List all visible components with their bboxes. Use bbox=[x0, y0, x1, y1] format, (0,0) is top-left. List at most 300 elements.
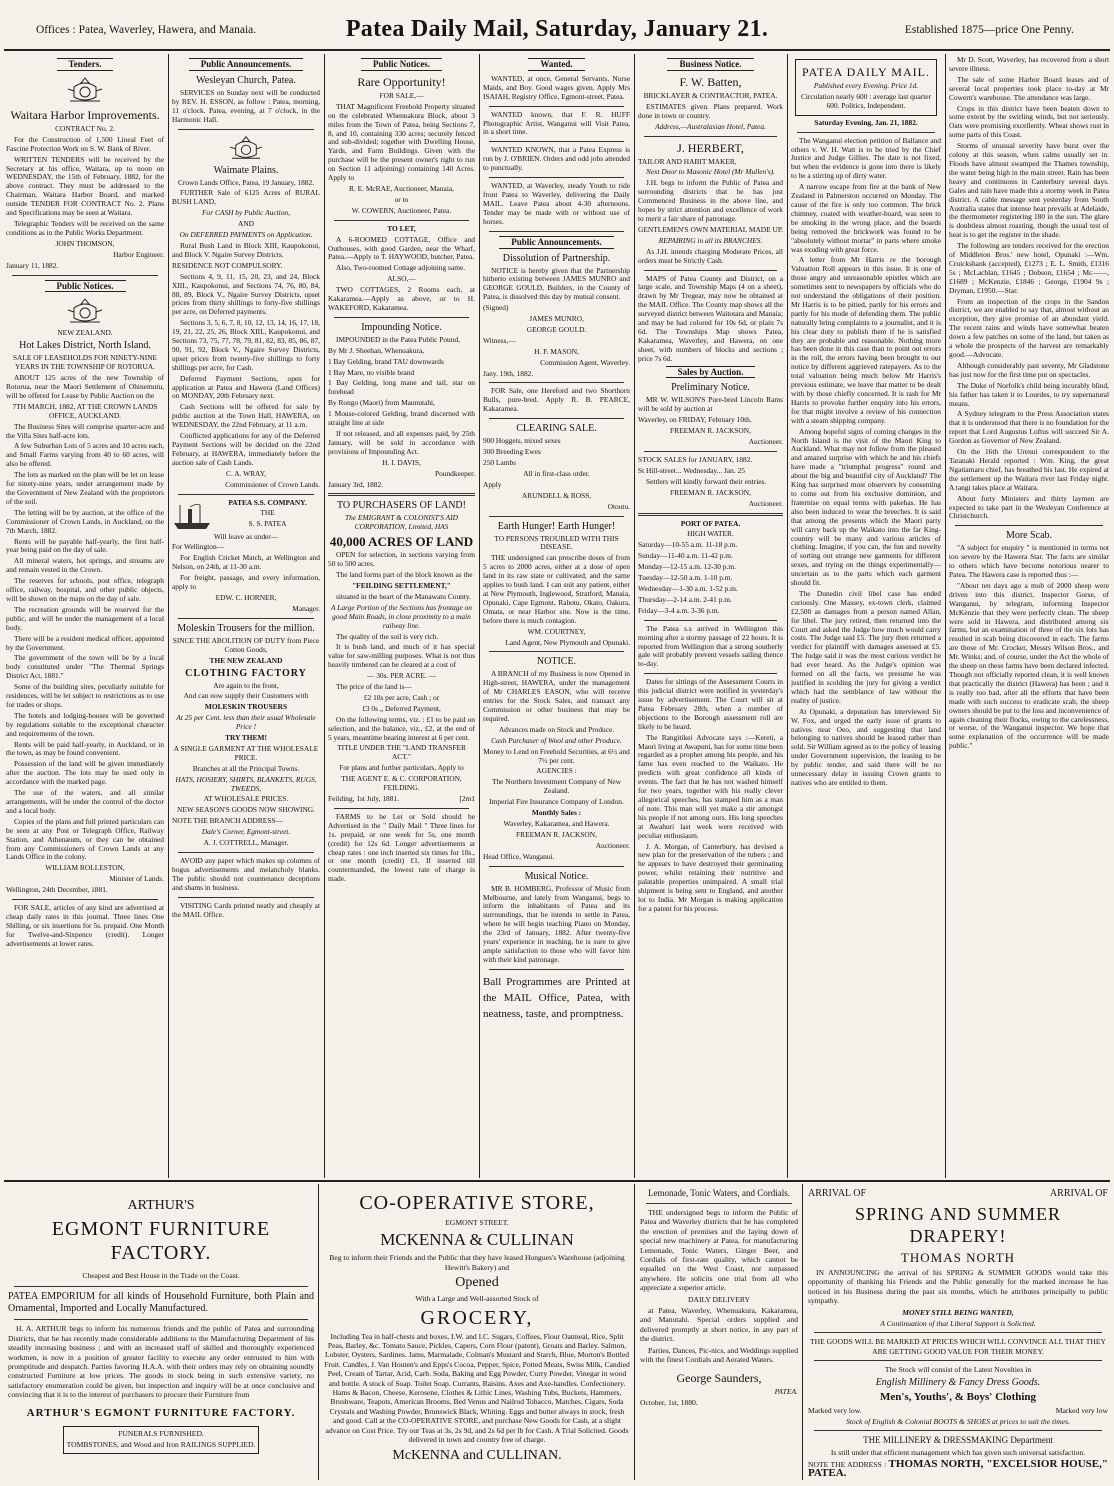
text-block: The Business Sites will comprise quarter-acre and the Villa Sites half-acre lots. bbox=[6, 421, 164, 440]
divider bbox=[334, 808, 469, 809]
heading: Opened bbox=[455, 1275, 499, 1291]
text-block: THE MILLINERY & DRESSMAKING Department bbox=[863, 1435, 1053, 1446]
text-block: For Wellington— bbox=[172, 542, 225, 552]
text-block: A letter from Mr Harris re the borough Valuation Roll appears in this issue. It is one of those angry and unreasonable epistles which are sometimes sent to newspapers by officials who do not understand the obligations of their position. Mr Harris is to be pitied, partly for his errors and partly for his mode of defending them. The public naturally bring complaints to a journalist, and it is his clear duty to publish them if he is satisfied they are probable and reasonable. Nothing more has been done in this case than to point out errors in the roll, the errors having been brought to our notice by different aggrieved ratepayers. As to the total valuation being much below Mr Harris's previous estimate, we leave that matter to be dealt with by those chiefly concerned. It is rash for Mr Harris to provoke further enquiry into his errors, for that might involve a review of his connection with a steam shipping company. bbox=[791, 255, 941, 425]
text-block: THOMAS NORTH, "EXCELSIOR HOUSE," PATEA. bbox=[808, 1457, 1108, 1480]
heading: PORT OF PATEA. bbox=[680, 518, 741, 528]
text-block: — 30s. PER ACRE. — bbox=[367, 671, 436, 681]
divider bbox=[14, 1286, 308, 1287]
text-block: The use of the waters, and all similar arrangements, will be under the control of the doctor and a local body. bbox=[6, 788, 164, 815]
signature-role: Commissioner of Crown Lands. bbox=[225, 479, 320, 489]
text-block: FOR Sale, one Hereford and two Shorthorn Bulls, pure-bred. Apply R. B. PEARCE, Kakaramea. bbox=[483, 386, 630, 414]
heading: MCKENNA & CULLINAN bbox=[380, 1230, 574, 1250]
divider bbox=[12, 275, 158, 276]
heading: Dissolution of Partnership. bbox=[502, 252, 611, 264]
text-block: For the Construction of 1,500 Lineal Feet of Fascine Protection Work on S. W. Bank of River. bbox=[6, 134, 164, 153]
text-block: All mineral waters, hot springs, and streams are and remain vested in the Crown. bbox=[6, 556, 164, 575]
text-block: IN ANNOUNCING the arrival of his SPRING & SUMMER GOODS would take this opportunity of thanking his Friends and the Public generally for the marked increase he has noticed in his Business during the past six months, which he attributes principally to public sympathy. bbox=[808, 1268, 1108, 1306]
text-block: AVOID any paper which makes up columns of bogus advertisements and melancholy blanks. The public should not countenance deceptions and shams in business. bbox=[172, 856, 320, 892]
text-block: PATEA EMPORIUM for all kinds of Household Furniture, both Plain and Ornamental, Imported and Locally Manufactured. bbox=[8, 1291, 314, 1315]
divider bbox=[489, 231, 624, 232]
heading: F. W. Batten, bbox=[679, 74, 742, 89]
text-block: Will leave as under— bbox=[213, 531, 279, 541]
heading: Musical Notice. bbox=[524, 870, 589, 882]
divider bbox=[489, 106, 624, 107]
signature-name: H. I. DAVIS, bbox=[382, 457, 421, 467]
divider bbox=[955, 525, 1103, 526]
divider bbox=[489, 382, 624, 383]
text-block: TO PERSONS TROUBLED WITH THIS DISEASE. bbox=[494, 533, 619, 552]
text-block: BRICKLAYER & CONTRACTOR, PATEA. bbox=[643, 90, 778, 100]
text-block: THE AGENT E. & C. CORPORATION, FEILDING. bbox=[341, 774, 462, 793]
text-block: A Continuation of that Liberal Support is Solicited. bbox=[880, 1319, 1036, 1329]
text-block: The recreation grounds will be reserved for the public, and will be under the management of a local body. bbox=[6, 604, 164, 632]
heading: SPRING AND SUMMER DRAPERY! bbox=[854, 1204, 1062, 1246]
text-block: (Signed) bbox=[483, 303, 509, 313]
text-block: Branches at all the Principal Towns. bbox=[192, 763, 300, 773]
list-item: 300 Breeding Ewes bbox=[483, 447, 541, 457]
date-line: January 3rd, 1882. bbox=[328, 479, 384, 489]
heading: ARTHUR'S EGMONT FURNITURE FACTORY. bbox=[26, 1406, 296, 1419]
text-block: NOTE THE ADDRESS : bbox=[808, 1459, 887, 1469]
tide-row: Tuesday—12-50 a.m. 1-10 p.m. bbox=[638, 573, 733, 583]
text-block: Imperial Fire Insurance Company of London. bbox=[489, 797, 624, 807]
text-block: St Hill-street... Wednesday... Jan. 25 bbox=[638, 465, 745, 475]
divider bbox=[644, 451, 777, 452]
heading: J. HERBERT, bbox=[677, 140, 744, 155]
heading: TO LET, bbox=[387, 223, 416, 233]
text-block: Men's, Youths', & Boys' Clothing bbox=[879, 1390, 1037, 1403]
text-block: Cash Purchaser of Wool and other Produce. bbox=[491, 735, 622, 745]
signature-role: Land Agent, New Plymouth and Opunaki. bbox=[505, 637, 630, 647]
text-block: H. F. MASON, bbox=[534, 346, 579, 356]
text-block: AGENCIES : bbox=[536, 766, 577, 776]
text-block: A few Suburban Lots of 5 acres and 10 acres each, and Small Farms varying from 40 to 60 acres, will also be offered. bbox=[6, 441, 164, 469]
column-news bbox=[949, 56, 1109, 1176]
text-block: REPAIRING in all its BRANCHES. bbox=[658, 235, 763, 245]
text-block: HIGH WATER. bbox=[687, 529, 734, 539]
heading: Wesleyan Church, Patea. bbox=[196, 74, 296, 86]
text-block: FOR SALE, articles of any kind are advertised at cheap daily rates in this journal. Three lines One Shilling, or six insertions for 5s. prepaid. One Month for Twelve-and-Sixpence (credit). Longer advertisements at lower rates. bbox=[6, 903, 164, 948]
text-block: Parties, Dances, Pic-nics, and Weddings supplied with the finest Cordials and Aerated Waters. bbox=[640, 1345, 798, 1365]
heading: CLOTHING FACTORY bbox=[185, 667, 307, 679]
text-block: THE NEW ZEALAND bbox=[209, 655, 283, 665]
heading: EGMONT FURNITURE FACTORY. bbox=[51, 1218, 271, 1264]
column-wanted bbox=[483, 56, 630, 1176]
ad-code: [2m1 bbox=[459, 794, 475, 803]
text-block: The quality of the soil is very rich. bbox=[336, 631, 439, 641]
text-block: Sections 3, 5, 6, 7, 8, 10, 12, 13, 14, 16, 17, 18, 19, 21, 22, 25, 26, Block XIII., Kaupokonui, and Sections 73, 75, 77, 78, 79, 81, 82, 83, 85, 86, 87, 90, 91, 92, Block V., Ngaire Survey Districts, upset prices from twenty-five shillings to forty shillings per acre, for Cash. bbox=[172, 318, 320, 372]
text-block: NOTICE is hereby given that the Partnership hitherto existing between JAMES MUNRO and GEORGE GOULD, Builders, in the County of Patea, is dissolved this day by mutual consent. bbox=[483, 265, 630, 302]
ad-drapery bbox=[808, 1188, 1108, 1480]
text-block: J. A. Morgan, of Canterbury, has devised a new plan for the preservation of the tubers ; and he appears to have destroyed their germinating power, whilst retaining their nutritive and palatable properties unimpaired. A small trial shipment is being sent to England, and another lot to India. Mr Morgan is making application for a patent for his process. bbox=[638, 841, 783, 913]
heading: Preliminary Notice. bbox=[671, 382, 750, 394]
text-block: IMPOUNDED in the Patea Public Pound, bbox=[336, 334, 460, 344]
text-block: FOR SALE,— bbox=[379, 90, 424, 100]
text-block: The price of the land is— bbox=[336, 682, 412, 692]
column-rule bbox=[787, 54, 788, 1178]
date-line: Wellington, 24th December, 1881. bbox=[6, 885, 108, 895]
signature-role: Poundkeeper. bbox=[434, 468, 475, 478]
text-block: Beg to inform their Friends and the Public that they have leased Hongues's Warehouse (adjoining Hewitt's Bakery) and bbox=[329, 1253, 625, 1272]
divider bbox=[178, 618, 314, 619]
list-item: 1 Bay Mare, no visible brand bbox=[328, 367, 415, 377]
divider bbox=[644, 620, 777, 621]
text-block: ESTIMATES given. Plans prepared. Work done in town or country. bbox=[638, 101, 783, 120]
text-block: WANTED known, that F. R. HUFF Photographic Artist, Wanganui will Visit Patea, in a short time. bbox=[483, 109, 630, 137]
text-block: Apply bbox=[483, 479, 502, 489]
signature-name: JAMES MUNRO, bbox=[529, 314, 584, 324]
divider bbox=[489, 418, 624, 419]
text-block: ARRIVAL OF bbox=[808, 1188, 867, 1199]
text-block: Some of the building sites, peculiarly suitable for residences, will be let subject to restrictions as to use for trades or shops. bbox=[6, 682, 164, 709]
divider bbox=[178, 494, 314, 495]
text-block: On DEFERRED PAYMENTS on Application. bbox=[179, 230, 313, 240]
section-head: Sales by Auction. bbox=[638, 366, 783, 379]
text-block: Witness,— bbox=[483, 335, 516, 345]
text-block: By Mr J. Sheehan, Whenuakura, bbox=[328, 345, 425, 355]
text-block: Stock of English & Colonial BOOTS & SHOES at prices to suit the times. bbox=[845, 1417, 1070, 1427]
text-block: For CASH by Public Auction, bbox=[202, 208, 290, 218]
list-item: By Rongo (Maori) from Maunutahi, bbox=[328, 398, 435, 408]
text-block: A. J. COTTRELL, Manager. bbox=[203, 838, 289, 848]
text-block: The Dunedin civil libel case has ended curiously. One Massey, ex-town clerk, claimed £2,500 as damages from a person named Allan, for libel. The jury retired, then returned into the Court and asked the Judge how much would carry costs. The Judge said £5. The jury then returned a verdict for plaintiff with damages assessed at £5. The Judge said it was the most curious verdict he had ever heard. As the Judge's opinion was formed on all the facts, we presume he was justified in scolding the jury for giving a verdict which had the semblance of law without the reality of justice. bbox=[791, 588, 941, 705]
column-business bbox=[638, 56, 783, 1176]
text-block: £3 0s „ Deferred Payment, bbox=[362, 703, 441, 713]
text-block: Sections 4, 9, 11, 15, 20, 23, and 24, Block XIII., Kaupokonui, and Sections 74, 76, 80, 84, 88, 89, Block V., Ngaire Survey Districts, upset prices from thirty shillings to forty-five shillings per acre, on Deferred payments. bbox=[172, 271, 320, 317]
text-block: "A subject for enquiry " is mentioned in terms not too severe by the Hawera Star. The facts are similar to others which have become notorious nearer to Patea. The Hawera case is reported thus :— bbox=[949, 543, 1109, 580]
text-block: MONEY STILL BEING WANTED, bbox=[902, 1307, 1014, 1317]
heading: NOTICE. bbox=[536, 656, 577, 668]
list-item: 250 Lambs bbox=[483, 458, 517, 467]
date-line: Saturday Evening, Jan. 21, 1882. bbox=[814, 117, 918, 127]
text-block: Although considerably past seventy, Mr Gladstone has just now for the first time put on spectacles. bbox=[949, 360, 1109, 379]
text-block: The government of the town will be by a local body constituted under "The Thermal Springs District Act, 1881." bbox=[6, 653, 164, 681]
divider bbox=[489, 866, 624, 867]
text-block: WANTED KNOWN, that a Patea Express is run by J. O'BRIEN. Orders and odd jobs attended to punctually. bbox=[483, 145, 630, 173]
text-block: TAILOR AND HABIT MAKER, bbox=[638, 156, 737, 166]
column-editorial bbox=[791, 56, 941, 1176]
ad-lemonade bbox=[640, 1188, 798, 1480]
text-block: On the following terms, viz. : £1 to be paid on selection, and the balance, viz., £2, at the end of 5 years, meantime bearing interest at 6 per cent. bbox=[328, 714, 475, 742]
text-block: There will be a resident medical officer, appointed by the Government. bbox=[6, 633, 164, 652]
text-block: The land forms part of the block known as the bbox=[336, 570, 473, 580]
heading: STOCK SALES for JANUARY, 1882. bbox=[638, 455, 753, 464]
text-block: SINCE THE ABOLITION OF DUTY from Piece Cotton Goods, bbox=[172, 635, 320, 654]
text-block: SERVICES on Sunday next will be conducted by REV. H. ESSON, as follow : Patea, morning, 11 o'clock. Patea, evening, at 7 o'clock, in the Harmonic Hall. bbox=[172, 87, 320, 124]
text-block: Settlers will kindly forward their entries. bbox=[646, 476, 767, 486]
text-block: Rural Bush Land in Block XIII, Kaupokonui, and Block V. Ngaire Survey Districts. bbox=[172, 240, 320, 259]
date-line: Jany. 19th, 1882. bbox=[483, 368, 534, 378]
text-block: Rents will be paid half-yearly, in Auckland, or in the town, as may be found convenient. bbox=[6, 739, 164, 758]
signature-role: Auctioneer. bbox=[748, 498, 783, 508]
signature-role: Harbor Engineer. bbox=[113, 249, 164, 259]
column-rule bbox=[634, 1184, 635, 1480]
text-block: DAILY DELIVERY bbox=[687, 1294, 751, 1304]
column-rule bbox=[479, 54, 480, 1178]
text-block: ARUNDELL & ROSS, bbox=[521, 490, 592, 500]
text-block: MOLESKIN TROUSERS bbox=[204, 702, 288, 712]
section-head: Business Notice. bbox=[638, 58, 783, 71]
text-block: ARRIVAL OF bbox=[1049, 1188, 1108, 1199]
text-block: Rents will be payable half-yearly, the first half-year being paid on the day of sale. bbox=[6, 536, 164, 555]
text-block: AND bbox=[237, 219, 254, 229]
column-tenders bbox=[6, 56, 164, 1176]
heading: NEW ZEALAND. bbox=[57, 328, 113, 338]
text-block: The letting will be by auction, at the office of the Commissioner of Crown Lands, in Auckland, on the 7th March, 1882. bbox=[6, 507, 164, 535]
text-block: Is still under that efficient management which has given such universal satisfaction. bbox=[830, 1448, 1086, 1458]
text-block: The Northern Investment Company of New Zealand. bbox=[491, 777, 622, 796]
text-block: PATEA. bbox=[774, 1386, 798, 1396]
text-block: The Patea s.s arrived in Wellington this morning after a stormy passage of 22 hours. It is reported from Wellington that a strong southerly gale will probably prevent vessels sailing thence to-day. bbox=[638, 623, 783, 669]
list-item: 1 Mouse-colored Gelding, brand discerned with straight line at side bbox=[328, 409, 475, 428]
text-block: The sale of some Harbor Board leases and of several local properties took place to-day at Mr Cowern's warehouse. The attendance was large. bbox=[949, 74, 1109, 102]
text-block: RESIDENCE NOT COMPULSORY. bbox=[172, 260, 283, 270]
divider bbox=[814, 1430, 1102, 1431]
signature-name: WILLIAM ROLLESTON, bbox=[45, 863, 125, 873]
text-block: Waverley, Kakaramea, and Hawera. bbox=[503, 819, 610, 828]
divider bbox=[638, 513, 783, 516]
divider bbox=[334, 317, 469, 318]
newspaper-title: Patea Daily Mail, Saturday, January 21. bbox=[345, 16, 769, 42]
text-block: EGMONT STREET. bbox=[445, 1218, 509, 1227]
section-head: Public Notices. bbox=[6, 280, 164, 293]
masthead-rule bbox=[4, 49, 1110, 51]
heading: PATEA DAILY MAIL. bbox=[802, 65, 930, 79]
text-block: Next Door to Masonic Hotel (Mr Mullen's). bbox=[645, 167, 776, 177]
text-block: The Duke of Norfolk's child being incurably blind, his father has taken it to Lourdes, to try supernatural means. bbox=[949, 380, 1109, 408]
text-block: Ball Programmes are Printed at the MAIL Office, Patea, with neatness, taste, and promptness. bbox=[483, 975, 630, 1020]
section-head: Tenders. bbox=[6, 58, 164, 71]
text-block: TOMBSTONES, and Wood and Iron RAILINGS SUPPLIED. bbox=[66, 1440, 256, 1450]
text-block: Storms of unusual severity have burst over the colony at this season, when calms usually set in. Floods have almost swamped the Thames township, the water being high in the main street. Rain has been heavy and continuous in Canterbury several days. Gales and rain have made this a stormy week in Patea district. A cable message sent yesterday from South Australia states that intense heat prevails at Adelaide, the thermometer registering 180 in the sun. The glare is doubtless almost roasting, though the usual test of heat is to get the register in the shade. bbox=[949, 141, 1109, 240]
tide-row: Sunday—11-40 a.m. 11-42 p.m. bbox=[638, 551, 733, 561]
divider bbox=[814, 1332, 1102, 1333]
text-block: For freight, passage, and every information, apply to bbox=[172, 573, 320, 592]
text-block: VISITING Cards printed neatly and cheaply at the MAIL Office. bbox=[172, 900, 320, 919]
heading: Waimate Plains. bbox=[213, 164, 279, 176]
text-block: Address,—Australasian Hotel, Patea. bbox=[655, 121, 766, 131]
text-block: On the 16th the Urenui correspondent to the Taranaki Herald reported : Wm. King, the great Ngatiamaru chief, has breathed his last. He expired at the settlement up the Waitara river last Friday night. A tangi takes place at Waitara. bbox=[949, 447, 1109, 492]
text-block: It is bush land, and much of it has special value for saw-milling purposes. What is not thus heavily timbered can be cleared at a cost of bbox=[328, 642, 475, 670]
text-block: Dale's Corner, Egmont-street. bbox=[201, 827, 291, 837]
divider bbox=[646, 1203, 792, 1204]
masthead bbox=[0, 0, 1114, 40]
heading: Rare Opportunity! bbox=[357, 74, 446, 89]
heading: More Scab. bbox=[1005, 530, 1053, 542]
text-block: Dates for sittings of the Assessment Courts in this judicial district were notified in yesterday's issue by advertisement. The Court will sit at Patea February 28th, when a number of objections to the Borough assessment roll are likely to be heard. bbox=[638, 677, 783, 731]
text-block: AT WHOLESALE PRICES. bbox=[203, 794, 289, 804]
signature-name: JOHN THOMSON, bbox=[55, 238, 115, 248]
text-block: R. E. McRAE, Auctioneer, Manaia, bbox=[349, 183, 454, 193]
text-block: At Opunaki, a deputation has interviewed Sir W. Fox, and urged the early issue of grants to natives near Oeo, and suggesting that land belonging to natives should be leased rather than sold. Sir William agreed as to the policy of leasing under Government supervision, the leasing to be by public tender, and said there will be no unnecessary delay in issuing Crown grants to natives who are entitled to them. bbox=[791, 706, 941, 787]
heading: TO PURCHASERS OF LAND! bbox=[336, 500, 466, 512]
text-block: The reserves for schools, post office, telegraph office, railway, hospital, and other public objects, will be shown on the maps on the day of sale. bbox=[6, 576, 164, 603]
text-block: TITLE UNDER THE "LAND TRANSFER ACT." bbox=[337, 743, 466, 762]
text-block: Conflicted applications for any of the Deferred Payment Sections will be decided on the 22nd February, at HAWERA, immediately before the auction sale of Cash Lands. bbox=[172, 431, 320, 467]
text-block: Copies of the plans and full printed particulars can be seen at any Post or Telegraph Office, Railway Station, and Athenæum, or they can be obtained from any Commissioners of Crown Lands at any Lands Office in the colony. bbox=[6, 816, 164, 862]
royal-crest-icon bbox=[64, 296, 106, 326]
list-item: All in first-class order. bbox=[523, 468, 590, 478]
divider bbox=[328, 493, 475, 496]
column-rule bbox=[324, 54, 325, 1178]
divider bbox=[334, 220, 469, 221]
heading: THOMAS NORTH bbox=[900, 1250, 1016, 1265]
heading: CO-OPERATIVE STORE, bbox=[359, 1192, 595, 1214]
heading: Moleskin Trousers for the million. bbox=[177, 622, 315, 634]
text-block: Waverley, on FRIDAY, February 10th. bbox=[638, 415, 752, 425]
divider bbox=[644, 673, 777, 674]
funerals-box bbox=[63, 1426, 259, 1455]
text-block: Circulation nearly 600 : average last quarter 600. Politics, Independent. bbox=[800, 91, 932, 110]
text-block: THE GOODS WILL BE MARKED AT PRICES WHICH WILL CONVINCE ALL THAT THEY ARE GETTING GOOD VALUE FOR THEIR MONEY. bbox=[809, 1337, 1106, 1356]
text-block: NEW SEASON'S GOODS NOW SHOWING. bbox=[177, 805, 315, 815]
text-block: A SINGLE GARMENT AT THE WHOLESALE PRICE. bbox=[173, 743, 319, 762]
text-block: Crops in this district have been beaten down to some extent by the swirling winds, but not seriously. Oats were promising excellently. Wheat shows rust in some parts of this Coast. bbox=[949, 103, 1109, 140]
divider bbox=[178, 129, 314, 130]
text-block: If not released, and all expenses paid, by 25th January, will be sold in accordance with provisions of Impounding Act. bbox=[328, 429, 475, 456]
text-block: Advances made on Stock and Produce. bbox=[498, 724, 615, 734]
section-rule bbox=[4, 1180, 1110, 1182]
tide-row: Wednesday—1-30 a.m. 1-52 p.m. bbox=[638, 583, 738, 593]
heading: GROCERY, bbox=[420, 1306, 534, 1329]
date-line: January 11, 1882. bbox=[6, 260, 59, 270]
text-block: Money to Lend on Freehold Securities, at 6½ and 7½ per cent. bbox=[483, 746, 630, 765]
text-block: WANTED, at once, General Servants, Nurse Maids, and Boy. Good wages given. Apply Mrs ISAIAH, Registry Office, Egmont-street, Patea. bbox=[483, 73, 630, 101]
text-block: Marked very low. bbox=[808, 1405, 862, 1415]
text-block: ALSO,— bbox=[387, 274, 416, 284]
editorial-masthead bbox=[795, 59, 937, 116]
text-block: MR B. HOMBERG, Professor of Music from Melbourne, and lately from Wanganui, begs to inform the inhabitants of Patea and its surroundings, that he intends to settle in Patea, where he will begin teaching Piano on Monday, the 23rd of January, 1882. After twenty-five years' experience in teaching, he is sure to give ample satisfaction to those who will favor him with their kind patronage. bbox=[483, 883, 630, 964]
date-line: Feilding, 1st July, 1881. bbox=[328, 794, 399, 803]
text-block: The EMIGRANT & COLONIST'S AID CORPORATION, Limited, HAS bbox=[345, 513, 458, 532]
column-rule bbox=[168, 54, 169, 1178]
text-block: FARMS to be Let or Sold should be Advertised in the " Daily Mail " Three lines for 1s. prepaid, or one week for 5s, one month (credit) for 12s 6d. Longer advertisements at cheap rates : one inch inserted six times for 10s., or one month (credit) £1. If inserted till countermanded, the lowest rate of charge is made. bbox=[328, 811, 475, 884]
text-block: The hotels and lodging-houses will be governed by regulations suitable to the exceptional character and requirements of the town. bbox=[6, 710, 164, 738]
divider bbox=[489, 969, 624, 970]
column-public-notices bbox=[328, 56, 475, 1176]
text-block: Including Tea in half-chests and boxes, I.W. and I.C. Sugars, Coffees, Flour Oatmeal, Rice, Split Peas, Barley, &c. Tomato Sauce, Pickles, Capers, Corn Flour (patent), Groats and Barley. Salmon, Lobster, Oysters, Sardines. Jams, Marmalade, Colman's Mustard and Starch, Blue, Morton's Bottled Fruit. Candles, J. Van Houten's and Epps's Cocoa, Pepper, Spice, Potted Meats, Swiss Milk, Candied Peel, Cream of Tartar, Acid, Carb. Soda, Baking and Egg Powder, Curry Powder, Vinegar in wood and bottle. A stock of Soap. Toilet Soap. Currants, Raisins. Axes and Axe-handles. Confectionery. Hams & Bacon, Cheese, Kerosene, Clothes & Lithic Lines, Washing Tubs, Buckets, Hammers, Brushware, Teapots, American Brooms, Bed Venus and Nailrod Tobacco, Matches, Cigars, Soda Crystals and Washing Powder, Brunswick Black, Whiting. Eggs and butter always in stock, fresh and good. Call at the CO-OPERATIVE STORE, and purchase New Goods for Cash, at a slight advance on Cost Price. Try our Teas at 3s, 2s 9d, and 2s 6d per lb for Cash. A Trial Solicited. Goods delivered in town and country free of charge. bbox=[324, 1331, 630, 1445]
text-block: Cheapest and Best House in the Trade on the Coast. bbox=[82, 1271, 240, 1280]
text-block: The lots as marked on the plan will be let on lease for ninety-nine years, under arrangement made by the Government of New Zealand with the proprietors of the soil. bbox=[6, 470, 164, 506]
royal-crest-icon bbox=[225, 134, 267, 162]
text-block: MR W. WILSON'S Pure-bred Lincoln Rams will be sold by auction at bbox=[638, 395, 783, 414]
divider bbox=[178, 852, 314, 853]
text-block: Also, Two-roomed Cottage adjoining same. bbox=[336, 263, 466, 273]
section-head: Public Announcements. bbox=[483, 236, 630, 249]
text-block: Possession of the land will be given immediately after the auction. The lots may be used only in accordance with the marked page. bbox=[6, 759, 164, 787]
text-block: WANTED, at Waverley, steady Youth to ride front Patea to Waverley, delivering the Daily MAIL. Leave Patea about 4-30 afternoons. Tender may be made with or without use of horses. bbox=[483, 181, 630, 226]
text-block: A BRANCH of my Business is now Opened in High-street, HAWERA, under the management of Mr CHARLES EASON, who will receive entries for the Stock Sales, and transact any Commission or other business that may be required. bbox=[483, 669, 630, 723]
text-block: For plans and further particulars, Apply to bbox=[339, 763, 464, 773]
tide-row: Thursday—2-14 a.m. 2-41 p.m. bbox=[638, 594, 732, 604]
text-block: Mr D. Scott, Waverley, has recovered from a short severe illness. bbox=[949, 56, 1109, 73]
text-block: WRITTEN TENDERS will be received by the Secretary at his office, Waitara, up to noon on WEDNESDAY, the 15th of February, 1882, for the above contract. They must be addressed to the Chairman, Waitara Harbor Board, and marked outside TENDER FOR CONTRACT No. 2. Plans and Specifications may be seen at Waitara. bbox=[6, 154, 164, 218]
text-block: FUNERALS FURNISHED. bbox=[118, 1428, 204, 1438]
divider bbox=[489, 516, 624, 517]
divider bbox=[797, 132, 935, 133]
signature-role: Minister of Lands. bbox=[109, 874, 164, 884]
text-block: Otoutu. bbox=[607, 501, 630, 511]
text-block: "About ten days ago a mob of 2000 sheep were driven into this district, Inspector Gorse, of Wanganui, by telegram, informing Inspector McKenzie that they were perfectly clean. The sheep were sold in Hawera, and distributed among six farms, but an examination of three of the six lots has resulted in scab being discovered in each. The farms are those of Mr. Crocker, Messrs Wilson Bros., and Mr. Winks; and, of course, under the Act the whole of the sheep on these farms have been declared infected. Though not officially reported clean, it is well known that practically the district (Hawera) has been ; and it is really too bad, after all the efforts that have been made with such success to eradicate scab, the sheep owners should be put to the loss and inconvenience of again cleaning their flocks, owing to the carelessness, or worse, of the Wanganui inspector. We hope that some explanation of the occurrence will be made public." bbox=[949, 580, 1109, 751]
tide-row: Friday—3-4 a.m. 3-36 p.m. bbox=[638, 605, 720, 615]
text-block: ABOUT 125 acres of the new Township of Rotorua, near the Maori Settlement of Ohinemutu, will be offered for Lease by Public Auction on the bbox=[6, 373, 164, 400]
column-rule bbox=[802, 1184, 803, 1480]
text-block: English Millinery & Fancy Dress Goods. bbox=[875, 1376, 1041, 1388]
text-block: Cash Sections will be offered for sale by public auction at the Town Hall, HAWERA, on WEDNESDAY, the 22nd February, at 11 a.m. bbox=[172, 402, 320, 430]
text-block: S. S. PATEA bbox=[248, 519, 287, 529]
section-head: Public Announcements. bbox=[172, 58, 320, 71]
text-block: A Sydney telegram to the Press Association states that it is understood that there is no foundation for the report that Lord Augustus Loftus will succeed Sir A. Gordon as Governor of New Zealand. bbox=[949, 409, 1109, 446]
tide-row: Saturday—10-55 a.m. 11-18 p.m. bbox=[638, 540, 738, 550]
text-block: GENTLEMEN'S OWN MATERIAL MADE UP. bbox=[638, 224, 783, 234]
offices-line: Offices : Patea, Waverley, Hawera, and Manaia. bbox=[36, 24, 257, 36]
text-block: £2 10s per acre, Cash ; or bbox=[363, 692, 440, 702]
signature-name: GEORGE GOULD. bbox=[526, 324, 587, 334]
signature-name: EDW. C. HORNER, bbox=[215, 592, 277, 602]
royal-crest-icon bbox=[64, 75, 106, 105]
divider bbox=[644, 270, 777, 271]
text-block: Deferred Payment Sections, open for application at Patea and Hawera (Land Offices) on MONDAY, 20th February next. bbox=[172, 373, 320, 401]
signature-role: Auctioneer. bbox=[595, 840, 630, 850]
heading: Hot Lakes District, North Island. bbox=[19, 340, 151, 352]
divider bbox=[12, 899, 158, 900]
text-block: A Large Portion of the Sections has frontage on good Main Roads, in close proximity to a main railway line. bbox=[331, 602, 472, 630]
harbor-title: Waitara Harbor Improvements. bbox=[10, 107, 160, 122]
ad-arthur-furniture bbox=[8, 1188, 314, 1480]
text-block: THE undersigned begs to inform the Public of Patea and Waverley districts that he has completed the erection of premises and the laying down of special new machinery at Patea, for manufacturing Lemonade, Tonic Waters, Ginger Beer, and Cordials of first-rate quality, which cannot be equalled on the West Coast, nor surpassed anywhere. He solicits one trial from all who appreciate a superior article. bbox=[640, 1208, 798, 1293]
heading: Lemonade, Tonic Waters, and Cordials. bbox=[647, 1188, 791, 1198]
divider bbox=[14, 1319, 308, 1320]
text-block: TWO COTTAGES, 2 Rooms each, at Kakaramea.—Apply as above, or to H. WAKEFORD, Kakaramea. bbox=[328, 285, 475, 312]
text-block: The Wanganui election petition of Ballance and others v. W. H. Watt is to be tried by the Chief Justice and Judge Gillies. The date is not fixed, but when the evidence is gone into there is likely to be a stirring up of dirty water. bbox=[791, 135, 941, 181]
text-block: "FEILDING SETTLEMENT," bbox=[352, 580, 451, 590]
text-block: NOTE THE BRANCH ADDRESS— bbox=[172, 816, 283, 826]
signature-name: WM. COURTNEY, bbox=[527, 626, 586, 636]
tide-row: Monday—12-15 a.m. 12-30 p.m. bbox=[638, 562, 736, 572]
column-rule bbox=[318, 1184, 319, 1480]
text-block: A 6-ROOMED COTTAGE, Office and Outhouses, with good Garden, near the Wharf, Patea.—Apply to T. HAYWOOD, butcher, Patea. bbox=[328, 234, 475, 262]
signature-name: FREEMAN R. JACKSON, bbox=[670, 426, 751, 436]
text-block: or to bbox=[394, 194, 409, 204]
heading: SALE OF LEASEHOLDS FOR NINETY-NINE YEARS IN THE TOWNSHIP OF ROTORUA. bbox=[12, 353, 158, 372]
column-rule bbox=[945, 54, 946, 1178]
text-block: With a Large and Well-assorted Stock of bbox=[415, 1294, 539, 1304]
text-block: The following are tenders received for the erection of Middleton Bros.' new hotel, Opunaki :—Wm. Cruickshank (accepted), £1273 ; E. L. Smith, £1316 5s ; McLachlan, £1645 ; Dobson, £1654 ; Mc——, £1689 ; McKenzie, £1846 ; George, £1904 9s ; Dryman, £1950.—Star. bbox=[949, 241, 1109, 295]
text-block: OPEN for selection, in sections varying from 50 to 500 acres. bbox=[328, 550, 475, 569]
text-block: HATS, HOSIERY, SHIRTS, BLANKETS, RUGS, TWEEDS, bbox=[175, 774, 317, 793]
text-block: Commission Agent, Waverley. bbox=[540, 357, 630, 367]
text-block: THAT Magnificent Freehold Property situated on the celebrated Whennakura Block, about 3 miles from the Town of Patea, being Sections 7, 8, and 10, containing 330 acres; securely fenced and sub-divided; together with Dwelling House, Yards, and Farm Buildings. Given with the purchase will be the present owner's right to run on Section 11 adjoining) containing 140 Acres. Apply to bbox=[328, 101, 475, 183]
text-block: At 25 per Cent. less than their usual Wholesale Price ! bbox=[176, 713, 316, 732]
list-item: 1 Bay Gelding, brand TAU downwards bbox=[328, 356, 444, 366]
established-line: Established 1875—price One Penny. bbox=[904, 24, 1074, 36]
divider bbox=[644, 136, 777, 137]
text-block: From an inspection of the crops in the Sandon district, we are enabled to say that, almost without an exception, they give promise of an abundant yield. The recent rains and winds have somewhat beaten down a few patches on some of the land, but taken as a whole the prospects of the harvest are remarkably good.—Advocate. bbox=[949, 296, 1109, 359]
heading: Impounding Notice. bbox=[361, 321, 442, 333]
signature-role: Manager. bbox=[292, 603, 320, 613]
section-head: Public Notices. bbox=[328, 58, 475, 71]
heading: 40,000 ACRES OF LAND bbox=[329, 534, 474, 550]
ad-cooperative-store bbox=[324, 1188, 630, 1480]
text-block: The Rangitikei Advocate says :—Kereti, a Maori living at Awapuni, has for some time been regarded as a prophet among his people, and his fame has even reached to the Waikato. He predicts with great confidence all kinds of events. The fact that he has not washed himself for two years, together with his really clever allegorical speeches, has stamped him as a man of note. This man will yet make a stir amongst his people if not among ours. His long speeches at Awahuri last week were received with peculiar enthusiasm. bbox=[638, 732, 783, 840]
signature-name: FREEMAN R. JACKSON, bbox=[516, 829, 597, 839]
text-block: THE undersigned can prescribe doses of from 5 acres to 2000 acres, either at a dose of open land in its raw state or cultivated, and the same applies to bush land. I can suit any patient, either at New Plymouth, Inglewood, Stratford, Manaia, Opunaki, Cape Egmont, Rahotu, Okato, Oakura, Omata, or near Harbor site. Now is the time, before there is much contagion. bbox=[483, 553, 630, 625]
divider bbox=[814, 1360, 1102, 1361]
divider bbox=[178, 897, 314, 898]
signature-role: Auctioneer. bbox=[748, 437, 783, 447]
heading: ARTHUR'S bbox=[127, 1198, 195, 1213]
